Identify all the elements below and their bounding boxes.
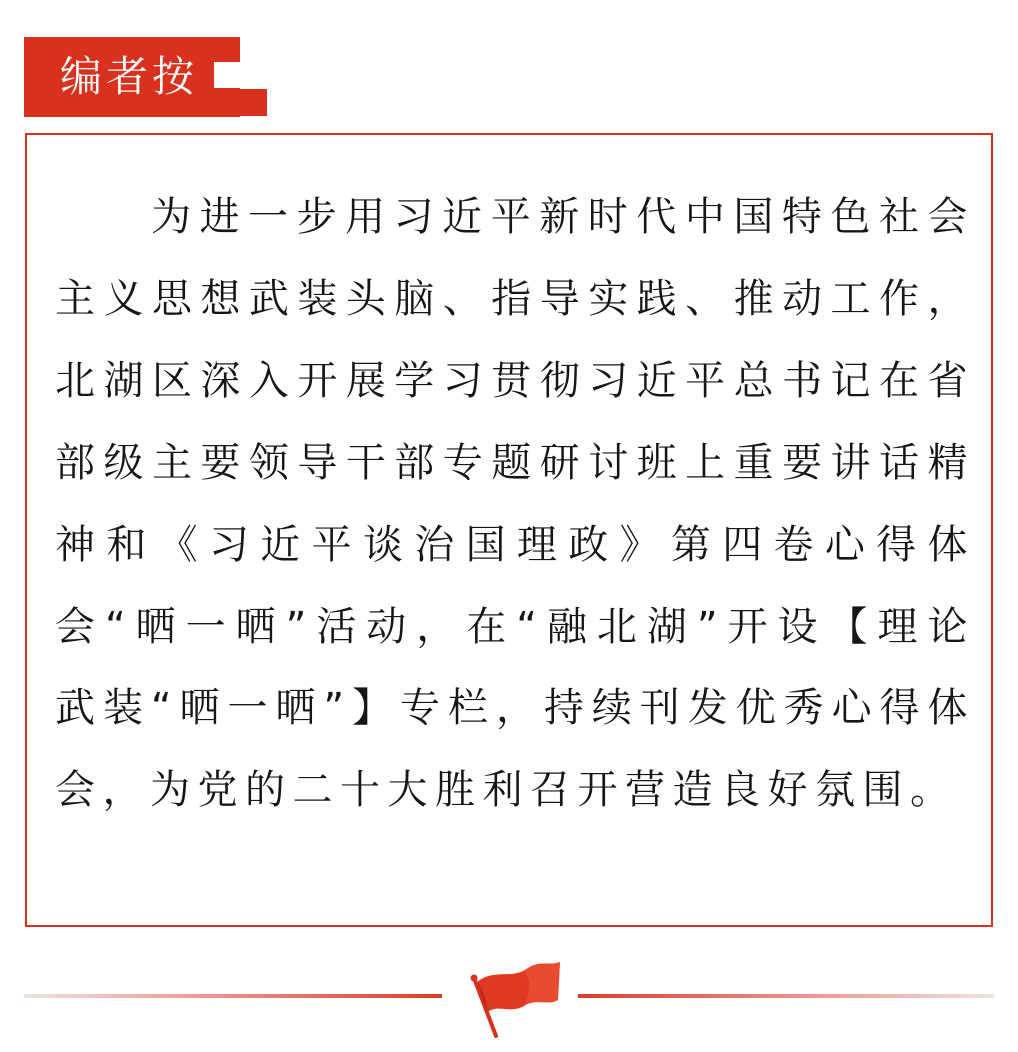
editor-note-tag bbox=[24, 37, 240, 117]
editor-note-paragraph: 为进一步用习近平新时代中国特色社会主义思想武装头脑、指导实践、推动工作，北湖区深入开展学习贯彻习近平总书记在省部级主要领导干部专题研讨班上重要讲话精神和《习近平谈治国理政》第四卷心得体会“晒一晒”活动，在“融北湖”开设【理论武装“晒一晒”】专栏，持续刊发优秀心得体会，为党的二十大胜利召开营造良好氛围。 bbox=[55, 194, 975, 814]
tag-notch-decoration bbox=[214, 62, 240, 88]
footer-divider-right bbox=[578, 994, 994, 998]
red-flag-icon bbox=[450, 948, 574, 1040]
editor-note-tag-label: 编者按 bbox=[60, 52, 199, 101]
editor-note-box bbox=[25, 133, 993, 927]
footer-divider-left bbox=[24, 994, 442, 998]
tag-square-decoration bbox=[240, 89, 267, 116]
